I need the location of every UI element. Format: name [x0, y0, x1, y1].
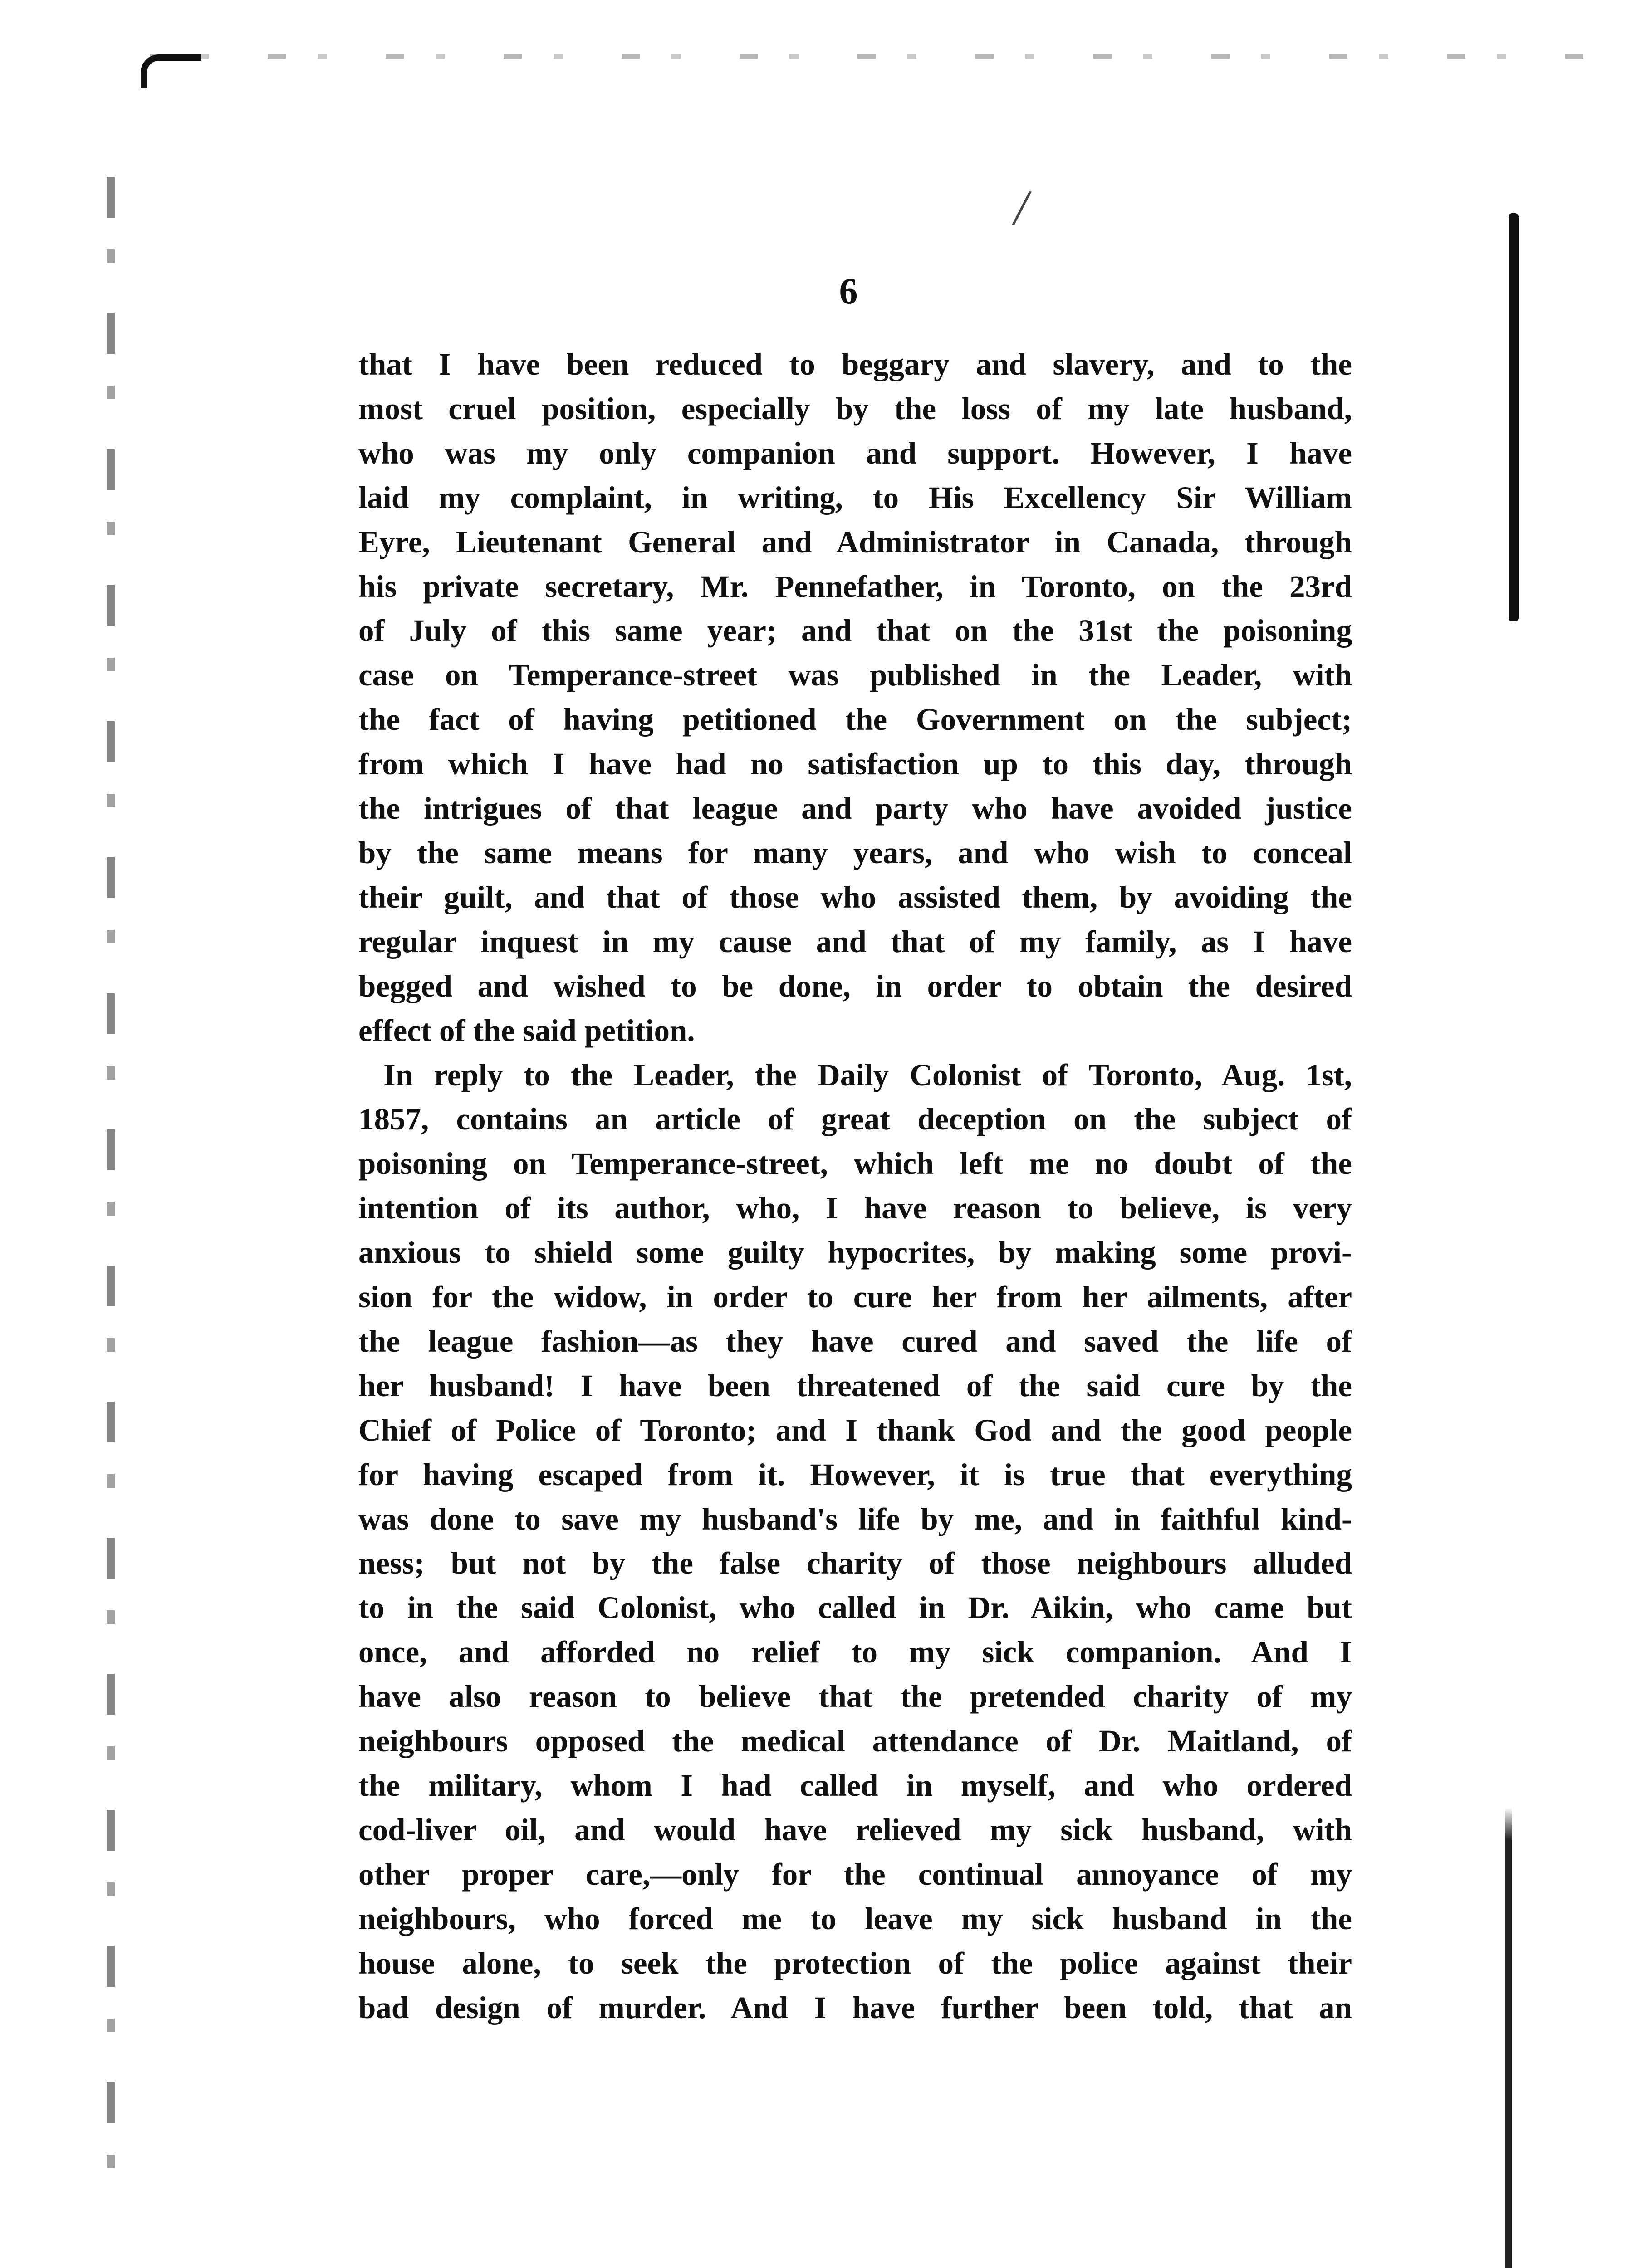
text-line: Chief of Police of Toronto; and I thank God and the good people	[358, 1413, 1352, 1447]
text-line: who was my only companion and support. However, I have	[358, 435, 1352, 470]
text-line: poisoning on Temperance-street, which left me no doubt of the	[358, 1146, 1352, 1181]
text-line: have also reason to believe that the pretended charity of my	[358, 1679, 1352, 1714]
body-text	[358, 342, 1352, 2030]
text-line: Eyre, Lieutenant General and Administrator in Canada, through	[358, 524, 1352, 559]
paragraph-2	[358, 1053, 1352, 2030]
text-line: her husband! I have been threatened of the said cure by the	[358, 1368, 1352, 1403]
text-line: that I have been reduced to beggary and slavery, and to the	[358, 347, 1352, 381]
text-line: his private secretary, Mr. Pennefather, in Toronto, on the 23rd	[358, 569, 1352, 604]
text-line: intention of its author, who, I have reason to believe, is very	[358, 1191, 1352, 1226]
text-line: their guilt, and that of those who assisted them, by avoiding the	[358, 880, 1352, 914]
text-line: to in the said Colonist, who called in Dr. Aikin, who came but	[358, 1590, 1352, 1625]
text-line: the intrigues of that league and party who have avoided justice	[358, 791, 1352, 826]
scan-edge-right-lower	[1505, 680, 1512, 2268]
text-line: anxious to shield some guilty hypocrites, by making some provi-	[358, 1235, 1352, 1270]
text-line: regular inquest in my cause and that of my family, as I have	[358, 924, 1352, 959]
text-line: cod-liver oil, and would have relieved my sick husband, with	[358, 1812, 1352, 1847]
text-line: neighbours, who forced me to leave my sick husband in the	[358, 1901, 1352, 1936]
page-number: 6	[839, 270, 858, 312]
page-corner-mark	[141, 54, 201, 88]
paragraph-1	[358, 342, 1352, 1053]
text-line: ness; but not by the false charity of those neighbours alluded	[358, 1546, 1352, 1581]
text-line: the fact of having petitioned the Government on the subject;	[358, 702, 1352, 737]
text-line: bad design of murder. And I have further been told, that an	[358, 1990, 1352, 2025]
scan-edge-right	[1509, 213, 1519, 621]
text-line: begged and wished to be done, in order to obtain the desired	[358, 968, 1352, 1003]
scan-edge-top	[150, 54, 1592, 59]
text-line: In reply to the Leader, the Daily Colonist of Toronto, Aug. 1st,	[383, 1057, 1352, 1092]
text-line: effect of the said petition.	[358, 1013, 695, 1048]
text-line: of July of this same year; and that on the 31st the poisoning	[358, 613, 1352, 648]
text-line: from which I have had no satisfaction up to this day, through	[358, 747, 1352, 782]
text-line: most cruel position, especially by the loss of my late husband,	[358, 391, 1352, 426]
scan-edge-left	[107, 177, 115, 2209]
pencil-mark: /	[1014, 180, 1028, 235]
text-line: 1857, contains an article of great deception on the subject of	[358, 1102, 1352, 1137]
text-line: case on Temperance-street was published in the Leader, with	[358, 658, 1352, 693]
text-line: neighbours opposed the medical attendance of Dr. Maitland, of	[358, 1724, 1352, 1759]
text-line: the military, whom I had called in myself, and who ordered	[358, 1768, 1352, 1803]
text-line: other proper care,—only for the continual annoyance of my	[358, 1857, 1352, 1892]
text-line: laid my complaint, in writing, to His Excellency Sir William	[358, 480, 1352, 515]
text-line: by the same means for many years, and who wish to conceal	[358, 835, 1352, 870]
text-line: once, and afforded no relief to my sick companion. And I	[358, 1635, 1352, 1670]
text-line: for having escaped from it. However, it is true that everything	[358, 1457, 1352, 1492]
text-line: the league fashion—as they have cured and saved the life of	[358, 1324, 1352, 1359]
text-line: was done to save my husband's life by me, and in faithful kind-	[358, 1501, 1352, 1536]
text-line: sion for the widow, in order to cure her from her ailments, after	[358, 1280, 1352, 1315]
text-line: house alone, to seek the protection of the police against their	[358, 1945, 1352, 1980]
